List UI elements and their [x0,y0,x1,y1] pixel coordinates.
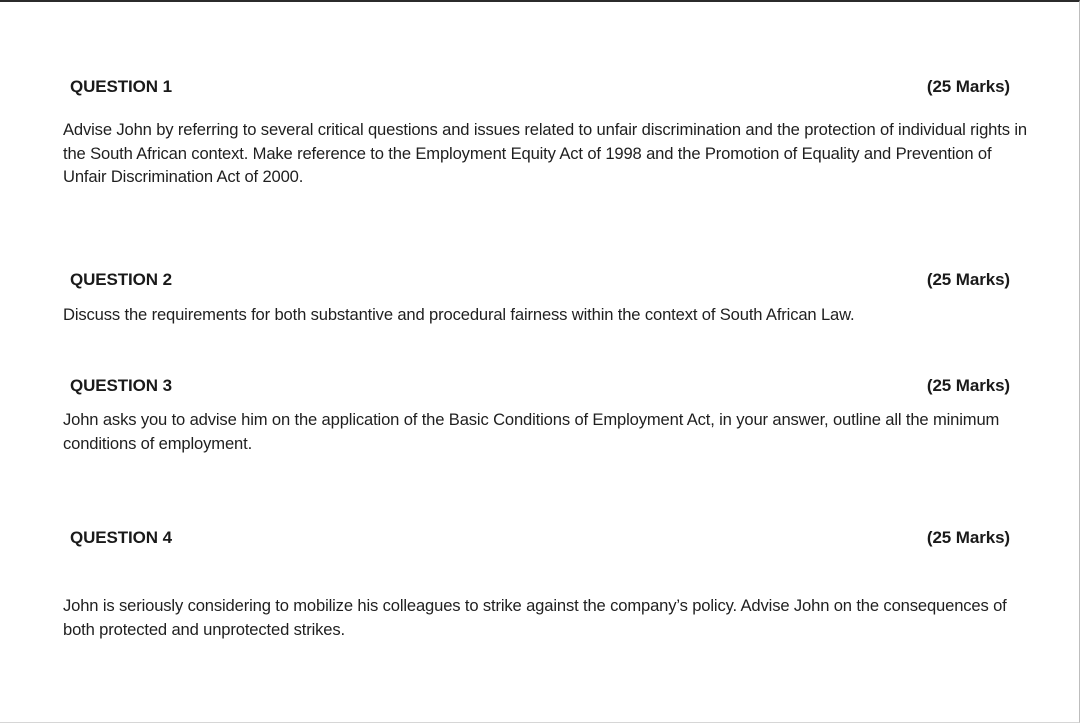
question-2-text: Discuss the requirements for both substantive and procedural fairness within the context of South African Law. [63,305,855,324]
question-4-marks: (25 Marks) [926,528,1010,547]
question-4-text: John is seriously considering to mobilize his colleagues to strike against the company’s policy. Advise John on the consequences of both protected and unprotected strikes. [63,596,1007,639]
question-3-title: QUESTION 3 [70,376,172,395]
question-1-header [70,77,1010,97]
question-1-text: Advise John by referring to several critical questions and issues related to unfair discrimination and the protection of individual rights in the South African context. Make reference to the Employment Equity Act of 1998 and the Promotion of Equality and Prevention of Unfair Discrimination Act of 2000. [63,120,1027,186]
question-3-header [70,376,1010,396]
question-2-header [70,270,1010,290]
question-4-header [70,528,1010,548]
question-3-text: John asks you to advise him on the application of the Basic Conditions of Employment Act, in your answer, outline all the minimum conditions of employment. [63,410,1000,453]
question-4-title: QUESTION 4 [70,528,172,547]
question-3-marks: (25 Marks) [926,376,1010,395]
question-1-marks: (25 Marks) [926,77,1010,96]
question-2-marks: (25 Marks) [926,270,1010,289]
question-1-title: QUESTION 1 [70,77,172,96]
question-2-title: QUESTION 2 [70,270,172,289]
